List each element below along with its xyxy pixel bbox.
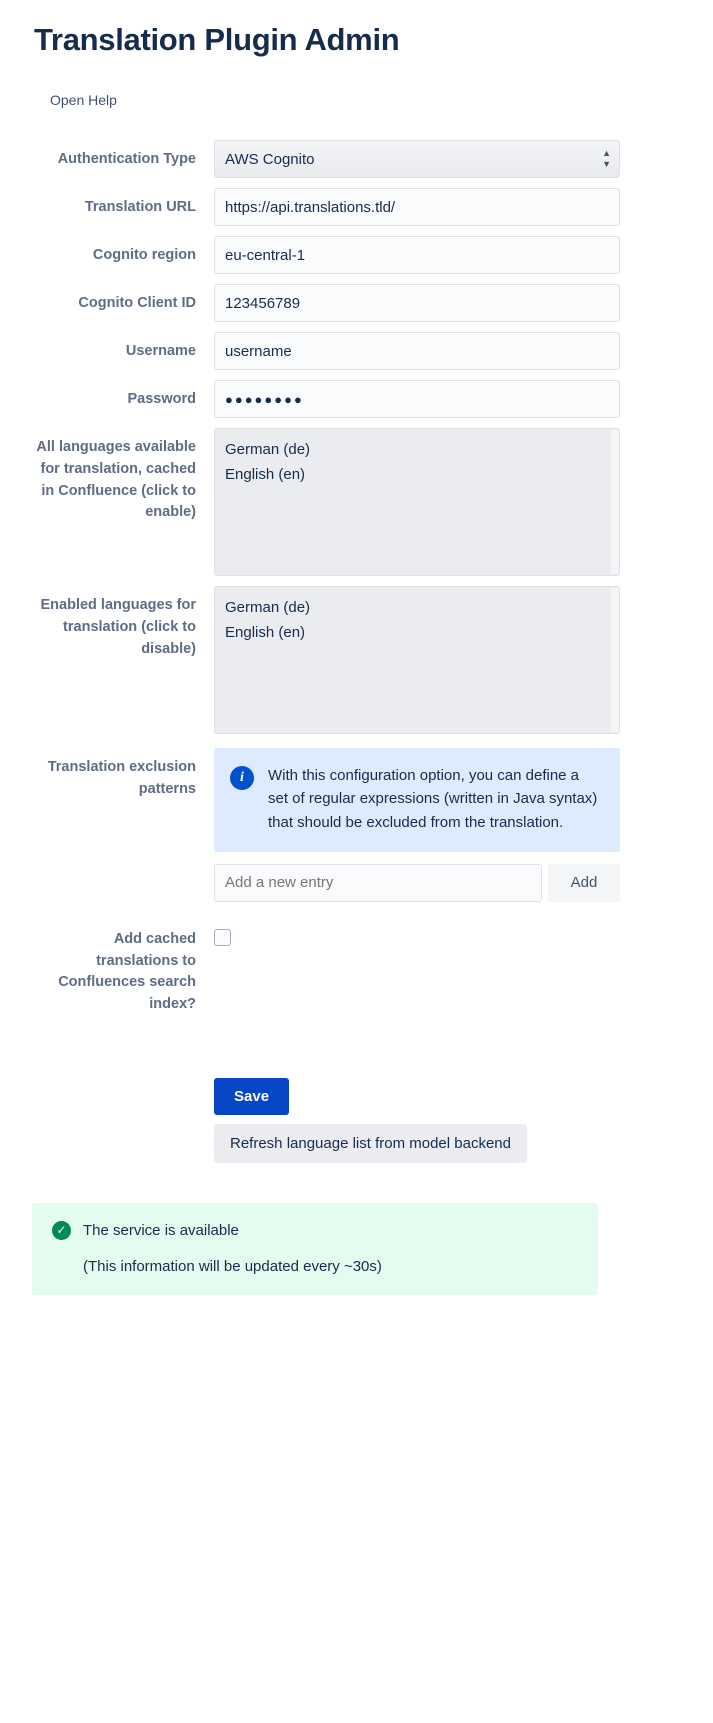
row-password [32,380,681,418]
list-item[interactable]: English (en) [225,466,306,484]
label-translation-url: Translation URL [84,199,196,215]
row-enabled-languages [32,586,681,734]
field-password [214,380,681,418]
field-authentication-type [214,140,681,178]
row-all-languages [32,428,681,576]
add-entry-button[interactable]: Add [548,864,620,902]
label-cognito-client-id: Cognito Client ID [78,295,196,311]
row-translation-url [32,188,681,226]
all-languages-list[interactable] [214,428,620,576]
service-status-message: The service is available [83,1221,239,1239]
label-exclusion-patterns: Translation exclusion patterns [47,759,196,797]
list-scrollbar[interactable] [611,588,619,732]
cognito-region-input[interactable] [214,236,620,274]
field-exclusion-patterns [214,748,681,902]
field-actions [214,1078,681,1163]
row-username [32,332,681,370]
info-icon: i [230,766,254,790]
list-item[interactable]: German (de) [225,441,311,458]
search-index-checkbox[interactable] [214,929,231,946]
list-item[interactable]: German (de) [225,599,311,616]
open-help-link[interactable]: Open Help [50,92,117,108]
label-username: Username [125,343,196,359]
field-translation-url [214,188,681,226]
row-cognito-client-id [32,284,681,322]
exclusion-info-text: With this configuration option, you can define a set of regular expressions (written in Java syntax) that should be excluded from the translation. [268,767,598,831]
field-username [214,332,681,370]
label-search-index: Add cached translations to Confluences search index? [58,930,196,1012]
save-button[interactable]: Save [214,1078,289,1115]
admin-form [32,140,681,1163]
refresh-language-list-button[interactable]: Refresh language list from model backend [214,1124,527,1163]
service-status-box [32,1203,598,1295]
service-status-submessage: (This information will be updated every ~30s) [83,1257,382,1275]
new-entry-input[interactable] [214,864,542,902]
row-authentication-type [32,140,681,178]
row-exclusion-patterns [32,748,681,902]
page-title: Translation Plugin Admin [34,22,400,57]
authentication-type-select-wrap[interactable] [214,140,620,178]
label-password: Password [127,391,196,407]
field-cognito-client-id [214,284,681,322]
cognito-client-id-input[interactable] [214,284,620,322]
new-entry-row [214,864,620,902]
field-all-languages [214,428,681,576]
row-search-index [32,920,681,1016]
password-input[interactable]: ●●●●●●●● [214,380,620,418]
row-actions [32,1078,681,1163]
check-circle-icon: ✓ [52,1221,71,1240]
label-enabled-languages: Enabled languages for translation (click to disable) [40,597,196,657]
list-scrollbar[interactable] [611,430,619,574]
authentication-type-select[interactable]: AWS Cognito [214,140,620,178]
translation-url-input[interactable] [214,188,620,226]
field-cognito-region [214,236,681,274]
admin-page [0,22,713,1295]
row-cognito-region [32,236,681,274]
label-cognito-region: Cognito region [92,247,196,263]
field-search-index [214,920,681,946]
enabled-languages-list[interactable] [214,586,620,734]
list-item[interactable]: English (en) [225,624,306,642]
field-enabled-languages [214,586,681,734]
label-authentication-type: Authentication Type [57,151,196,167]
username-input[interactable] [214,332,620,370]
exclusion-info-box [214,748,620,852]
label-all-languages: All languages available for translation, cached in Confluence (click to enable) [36,439,196,521]
service-status-line [52,1221,578,1240]
chevron-updown-icon: ▲ ▼ [602,148,611,169]
label-actions-spacer [32,1078,214,1087]
